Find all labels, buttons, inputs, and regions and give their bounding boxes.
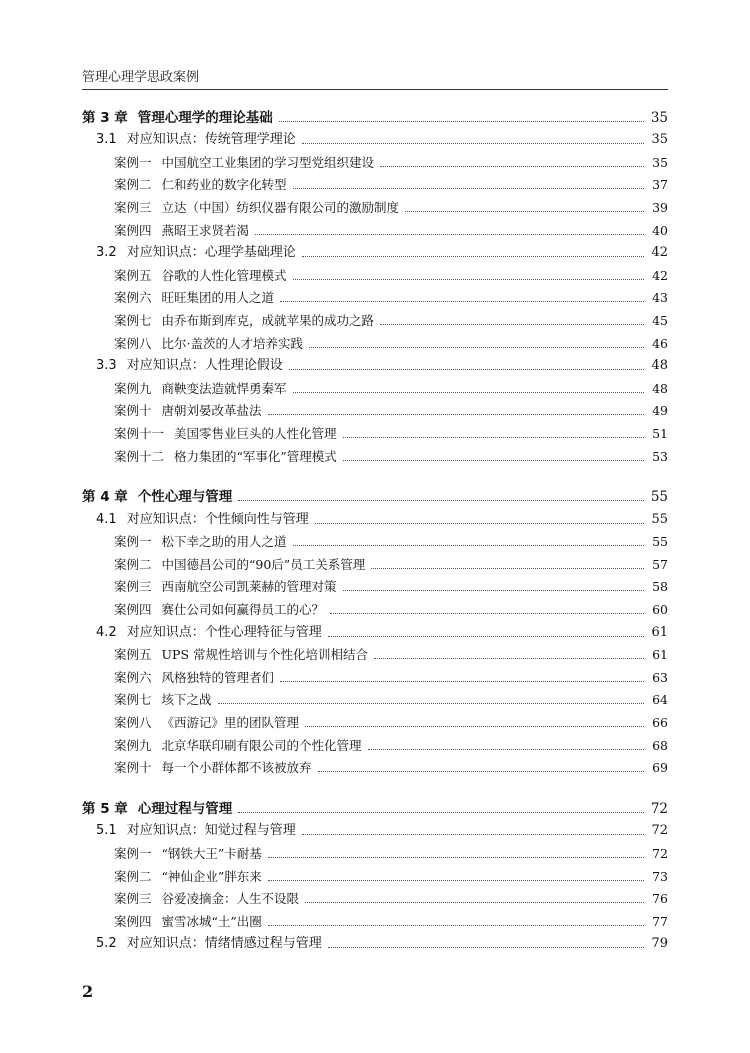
toc-entry-number: 案例二 xyxy=(114,868,152,884)
toc-entry-title: 比尔·盖茨的人才培养实践 xyxy=(161,335,303,351)
dot-leader xyxy=(218,703,644,704)
toc-entry-number: 案例一 xyxy=(114,154,152,170)
toc-entry-title: 美国零售业巨头的人性化管理 xyxy=(174,425,337,441)
dot-leader xyxy=(343,590,644,591)
toc-entry-number: 案例八 xyxy=(114,335,152,351)
dot-leader xyxy=(380,166,644,167)
toc-case-entry xyxy=(82,862,668,885)
toc-section-entry xyxy=(82,817,668,840)
toc-entry-title: 每一个小群体都不该被放弃 xyxy=(161,760,312,776)
toc-section-entry xyxy=(82,239,668,262)
toc-entry-page: 57 xyxy=(652,556,668,572)
toc-entry-page: 79 xyxy=(651,936,668,952)
toc-entry-title: 中国德昌公司的“90后”员工关系管理 xyxy=(161,556,366,572)
toc-entry-number: 第 4 章 xyxy=(82,489,128,506)
dot-leader xyxy=(279,121,644,122)
toc-section-entry xyxy=(82,618,668,641)
dot-leader xyxy=(280,681,644,682)
toc-entry-title: 立达（中国）纺织仪器有限公司的激励制度 xyxy=(161,199,400,215)
dot-leader xyxy=(374,658,644,659)
header-rule xyxy=(82,89,668,90)
toc-entry-number: 案例七 xyxy=(114,692,152,708)
dot-leader xyxy=(293,279,644,280)
toc-entry-title: 对应知识点：个性倾向性与管理 xyxy=(126,511,309,527)
toc-entry-title: 风格独特的管理者们 xyxy=(161,669,275,685)
toc-section-entry xyxy=(82,352,668,375)
toc-entry-title: “神仙企业”胖东来 xyxy=(161,868,262,884)
toc-entry-number: 案例七 xyxy=(114,312,152,328)
toc-entry-title: 中国航空工业集团的学习型党组织建设 xyxy=(161,154,375,170)
toc-entry-number: 案例六 xyxy=(114,290,152,306)
toc-case-entry xyxy=(82,306,668,329)
toc-entry-title: 谷爱凌摘金：人生不设限 xyxy=(161,891,300,907)
toc-case-entry xyxy=(82,171,668,194)
dot-leader xyxy=(330,613,644,614)
toc-case-entry xyxy=(82,397,668,420)
dot-leader xyxy=(238,812,644,813)
toc-entry-page: 42 xyxy=(652,267,668,283)
toc-entry-page: 58 xyxy=(652,579,668,595)
toc-entry-page: 69 xyxy=(652,760,668,776)
toc-case-entry xyxy=(82,148,668,171)
toc-section-entry xyxy=(82,505,668,528)
dot-leader xyxy=(280,301,644,302)
toc-entry-page: 37 xyxy=(652,177,668,193)
toc-entry-page: 66 xyxy=(652,715,668,731)
dot-leader xyxy=(305,902,644,903)
toc-entry-page: 35 xyxy=(652,154,668,170)
toc-entry-number: 案例十 xyxy=(114,760,152,776)
toc-case-entry xyxy=(82,528,668,551)
toc-case-entry xyxy=(82,754,668,777)
toc-case-entry xyxy=(82,839,668,862)
table-of-contents xyxy=(82,103,668,952)
toc-entry-number: 第 3 章 xyxy=(82,109,128,126)
toc-entry-page: 53 xyxy=(652,448,668,464)
toc-entry-title: “钢铁大王”卡耐基 xyxy=(161,846,262,861)
toc-entry-title: 唐朝刘晏改革盐法 xyxy=(161,403,262,419)
dot-leader xyxy=(293,545,644,546)
toc-entry-page: 35 xyxy=(651,132,668,148)
toc-case-entry xyxy=(82,573,668,596)
toc-entry-page: 39 xyxy=(652,199,668,215)
page-number: 2 xyxy=(82,982,94,1001)
toc-case-entry xyxy=(82,641,668,664)
toc-case-entry xyxy=(82,374,668,397)
toc-entry-page: 49 xyxy=(652,403,668,419)
toc-entry-page: 48 xyxy=(651,358,668,374)
toc-entry-page: 64 xyxy=(652,692,668,708)
toc-entry-title: 垓下之战 xyxy=(161,692,212,708)
toc-chapter-entry xyxy=(82,103,668,126)
toc-entry-title: 对应知识点：传统管理学理论 xyxy=(126,132,296,148)
dot-leader xyxy=(238,500,644,501)
dot-leader xyxy=(268,925,644,926)
toc-entry-title: 对应知识点：知觉过程与管理 xyxy=(126,823,296,839)
toc-entry-title: UPS 常规性培训与个性化培训相结合 xyxy=(161,647,368,663)
dot-leader xyxy=(305,726,644,727)
dot-leader xyxy=(405,211,644,212)
toc-entry-page: 63 xyxy=(652,669,668,685)
toc-case-entry xyxy=(82,261,668,284)
dot-leader xyxy=(293,392,644,393)
toc-entry-number: 4.1 xyxy=(96,511,117,527)
toc-entry-page: 68 xyxy=(652,737,668,753)
toc-entry-title: 管理心理学的理论基础 xyxy=(137,109,273,126)
toc-entry-page: 43 xyxy=(652,290,668,306)
toc-entry-number: 案例二 xyxy=(114,177,152,193)
toc-entry-number: 4.2 xyxy=(96,624,117,640)
toc-entry-number: 第 5 章 xyxy=(82,800,128,817)
toc-case-entry xyxy=(82,708,668,731)
toc-entry-number: 案例十 xyxy=(114,403,152,419)
dot-leader xyxy=(293,188,644,189)
dot-leader xyxy=(328,947,644,948)
toc-entry-page: 51 xyxy=(652,425,668,441)
toc-entry-title: 旺旺集团的用人之道 xyxy=(161,290,275,306)
toc-entry-page: 72 xyxy=(651,823,668,839)
toc-case-entry xyxy=(82,550,668,573)
toc-entry-page: 55 xyxy=(650,489,668,506)
toc-entry-number: 案例三 xyxy=(114,579,152,595)
dot-leader xyxy=(255,234,644,235)
toc-case-entry xyxy=(82,216,668,239)
toc-entry-number: 案例三 xyxy=(114,891,152,907)
toc-entry-number: 5.1 xyxy=(96,823,117,839)
toc-entry-title: 西南航空公司凯莱赫的管理对策 xyxy=(161,579,337,595)
toc-case-entry xyxy=(82,284,668,307)
toc-entry-title: 对应知识点：情绪情感过程与管理 xyxy=(126,936,322,952)
toc-entry-title: 赛仕公司如何赢得员工的心？ xyxy=(161,602,325,618)
dot-leader xyxy=(302,143,644,144)
toc-entry-title: 商鞅变法造就悍勇秦军 xyxy=(161,380,287,396)
dot-leader xyxy=(309,347,644,348)
toc-case-entry xyxy=(82,686,668,709)
toc-entry-title: 谷歌的人性化管理模式 xyxy=(161,267,287,283)
dot-leader xyxy=(371,568,644,569)
toc-entry-title: 《西游记》里的团队管理 xyxy=(161,715,300,731)
toc-entry-number: 3.3 xyxy=(96,358,117,374)
toc-entry-page: 60 xyxy=(652,602,668,618)
toc-entry-page: 48 xyxy=(652,380,668,396)
toc-entry-title: 蜜雪冰城“土”出圈 xyxy=(161,913,262,929)
toc-case-entry xyxy=(82,731,668,754)
toc-entry-title: 仁和药业的数字化转型 xyxy=(161,177,287,193)
toc-entry-number: 3.2 xyxy=(96,245,117,261)
toc-entry-number: 案例二 xyxy=(114,556,152,572)
toc-case-entry xyxy=(82,663,668,686)
toc-entry-title: 北京华联印刷有限公司的个性化管理 xyxy=(161,737,362,753)
toc-entry-number: 案例一 xyxy=(114,846,152,861)
toc-entry-title: 个性心理与管理 xyxy=(137,489,233,506)
toc-section-entry xyxy=(82,930,668,953)
toc-entry-number: 案例九 xyxy=(114,380,152,396)
toc-case-entry xyxy=(82,595,668,618)
toc-entry-page: 35 xyxy=(650,109,668,126)
toc-entry-number: 案例四 xyxy=(114,913,152,929)
dot-leader xyxy=(343,460,644,461)
toc-entry-page: 55 xyxy=(652,534,668,550)
dot-leader xyxy=(380,324,644,325)
toc-entry-page: 42 xyxy=(651,245,668,261)
toc-entry-title: 格力集团的“军事化”管理模式 xyxy=(174,448,337,464)
toc-case-entry xyxy=(82,442,668,465)
dot-leader xyxy=(302,834,644,835)
toc-entry-number: 案例九 xyxy=(114,737,152,753)
dot-leader xyxy=(268,414,644,415)
toc-entry-title: 由乔布斯到库克，成就苹果的成功之路 xyxy=(161,312,375,328)
toc-entry-page: 61 xyxy=(651,624,668,640)
toc-entry-page: 73 xyxy=(652,868,668,884)
toc-case-entry xyxy=(82,329,668,352)
toc-entry-number: 案例八 xyxy=(114,715,152,731)
running-header: 管理心理学思政案例 xyxy=(82,70,200,85)
dot-leader xyxy=(343,437,644,438)
toc-entry-number: 案例十二 xyxy=(114,448,165,464)
toc-entry-number: 案例四 xyxy=(114,602,152,618)
toc-entry-number: 案例三 xyxy=(114,199,152,215)
toc-entry-title: 对应知识点：个性心理特征与管理 xyxy=(126,624,322,640)
toc-case-entry xyxy=(82,419,668,442)
toc-entry-number: 5.2 xyxy=(96,936,117,952)
toc-entry-page: 55 xyxy=(651,511,668,527)
dot-leader xyxy=(302,256,644,257)
toc-entry-number: 案例五 xyxy=(114,267,152,283)
toc-entry-page: 46 xyxy=(652,335,668,351)
dot-leader xyxy=(315,523,644,524)
toc-chapter-entry xyxy=(82,794,668,817)
dot-leader xyxy=(328,636,644,637)
toc-entry-title: 心理过程与管理 xyxy=(137,800,233,817)
toc-entry-page: 77 xyxy=(652,913,668,929)
toc-entry-title: 对应知识点：心理学基础理论 xyxy=(126,245,296,261)
toc-entry-number: 案例一 xyxy=(114,534,152,550)
toc-entry-page: 72 xyxy=(650,800,668,817)
toc-entry-number: 案例十一 xyxy=(114,425,165,441)
toc-entry-number: 案例五 xyxy=(114,647,152,663)
dot-leader xyxy=(368,749,644,750)
toc-case-entry xyxy=(82,193,668,216)
toc-section-entry xyxy=(82,126,668,149)
toc-entry-page: 45 xyxy=(652,312,668,328)
dot-leader xyxy=(318,771,644,772)
dot-leader xyxy=(268,880,644,881)
toc-entry-title: 松下幸之助的用人之道 xyxy=(161,534,287,550)
toc-entry-number: 案例四 xyxy=(114,222,152,238)
toc-entry-number: 3.1 xyxy=(96,132,117,148)
toc-chapter-entry xyxy=(82,483,668,506)
toc-entry-number: 案例六 xyxy=(114,669,152,685)
toc-entry-page: 61 xyxy=(652,647,668,663)
dot-leader xyxy=(289,369,644,370)
toc-entry-title: 燕昭王求贤若渴 xyxy=(161,222,250,238)
toc-entry-page: 40 xyxy=(652,222,668,238)
toc-entry-title: 对应知识点：人性理论假设 xyxy=(126,358,283,374)
toc-entry-page: 72 xyxy=(652,846,668,861)
toc-entry-page: 76 xyxy=(652,891,668,907)
dot-leader xyxy=(268,857,644,858)
toc-case-entry xyxy=(82,885,668,908)
toc-case-entry xyxy=(82,907,668,930)
